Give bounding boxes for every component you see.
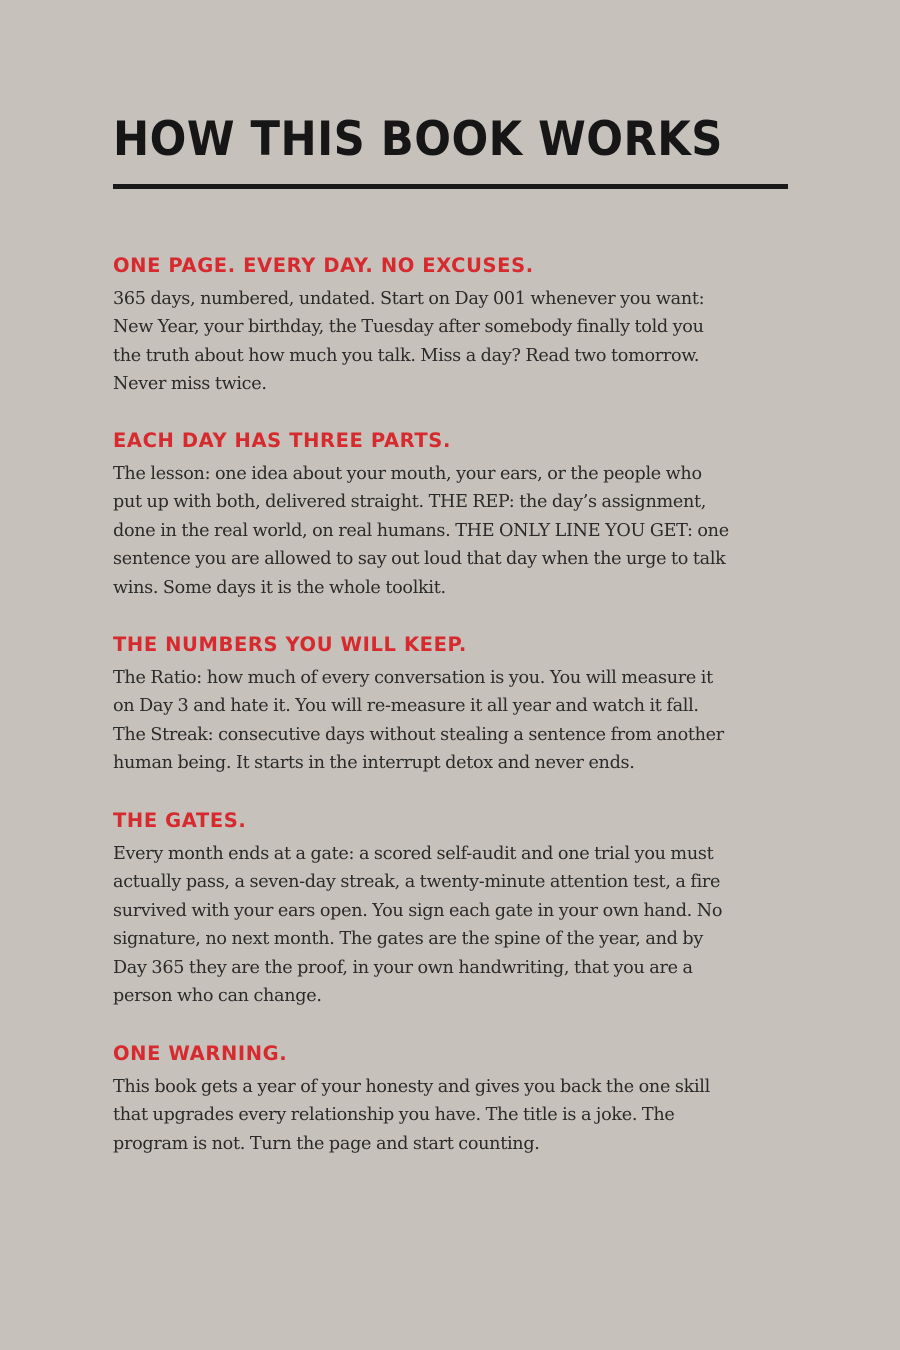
body-line: Every month ends at a gate: a scored self-audit and one trial you must (113, 844, 714, 864)
body-line: the truth about how much you talk. Miss a day? Read two tomorrow. (113, 345, 700, 366)
body-line: The lesson: one idea about your mouth, your ears, or the people who (113, 464, 702, 484)
section-body (113, 840, 788, 1010)
section-one-page (113, 253, 788, 399)
body-line: Never miss twice. (113, 374, 267, 395)
section-heading: ONE PAGE. EVERY DAY. NO EXCUSES. (113, 254, 534, 277)
body-line: Day 365 they are the proof, in your own handwriting, that you are a (113, 957, 693, 978)
body-line: The Streak: consecutive days without stealing a sentence from another (113, 724, 724, 745)
body-line: that upgrades every relationship you have. The title is a joke. The (113, 1105, 675, 1126)
body-line: wins. Some days it is the whole toolkit. (113, 577, 446, 598)
body-line: person who can change. (113, 986, 322, 1007)
body-line: New Year, your birthday, the Tuesday after somebody finally told you (113, 317, 704, 338)
body-line: done in the real world, on real humans. THE ONLY LINE YOU GET: one (113, 520, 729, 541)
body-line: on Day 3 and hate it. You will re-measure it all year and watch it fall. (113, 696, 699, 717)
section-body (113, 460, 788, 602)
section-three-parts (113, 428, 788, 602)
section-heading: THE NUMBERS YOU WILL KEEP. (113, 633, 467, 656)
body-line: signature, no next month. The gates are the spine of the year, and by (113, 929, 703, 950)
page-title: HOW THIS BOOK WORKS (113, 112, 723, 167)
body-line: The Ratio: how much of every conversation is you. You will measure it (113, 668, 713, 688)
section-heading: ONE WARNING. (113, 1042, 288, 1065)
body-line: human being. It starts in the interrupt detox and never ends. (113, 753, 635, 774)
title-divider (113, 184, 788, 189)
section-heading: THE GATES. (113, 809, 247, 832)
body-line: survived with your ears open. You sign each gate in your own hand. No (113, 900, 723, 921)
body-line: program is not. Turn the page and start counting. (113, 1133, 540, 1154)
body-line: sentence you are allowed to say out loud that day when the urge to talk (113, 549, 726, 570)
body-line: This book gets a year of your honesty and gives you back the one skill (113, 1077, 710, 1097)
section-body (113, 285, 788, 399)
body-line: 365 days, numbered, undated. Start on Day 001 whenever you want: (113, 289, 705, 309)
section-body (113, 664, 788, 778)
body-line: actually pass, a seven-day streak, a twenty-minute attention test, a fire (113, 872, 721, 893)
section-body (113, 1073, 788, 1158)
section-warning (113, 1041, 788, 1158)
body-line: put up with both, delivered straight. THE REP: the day’s assignment, (113, 492, 707, 513)
section-heading: EACH DAY HAS THREE PARTS. (113, 429, 451, 452)
section-numbers (113, 632, 788, 778)
section-gates (113, 808, 788, 1010)
